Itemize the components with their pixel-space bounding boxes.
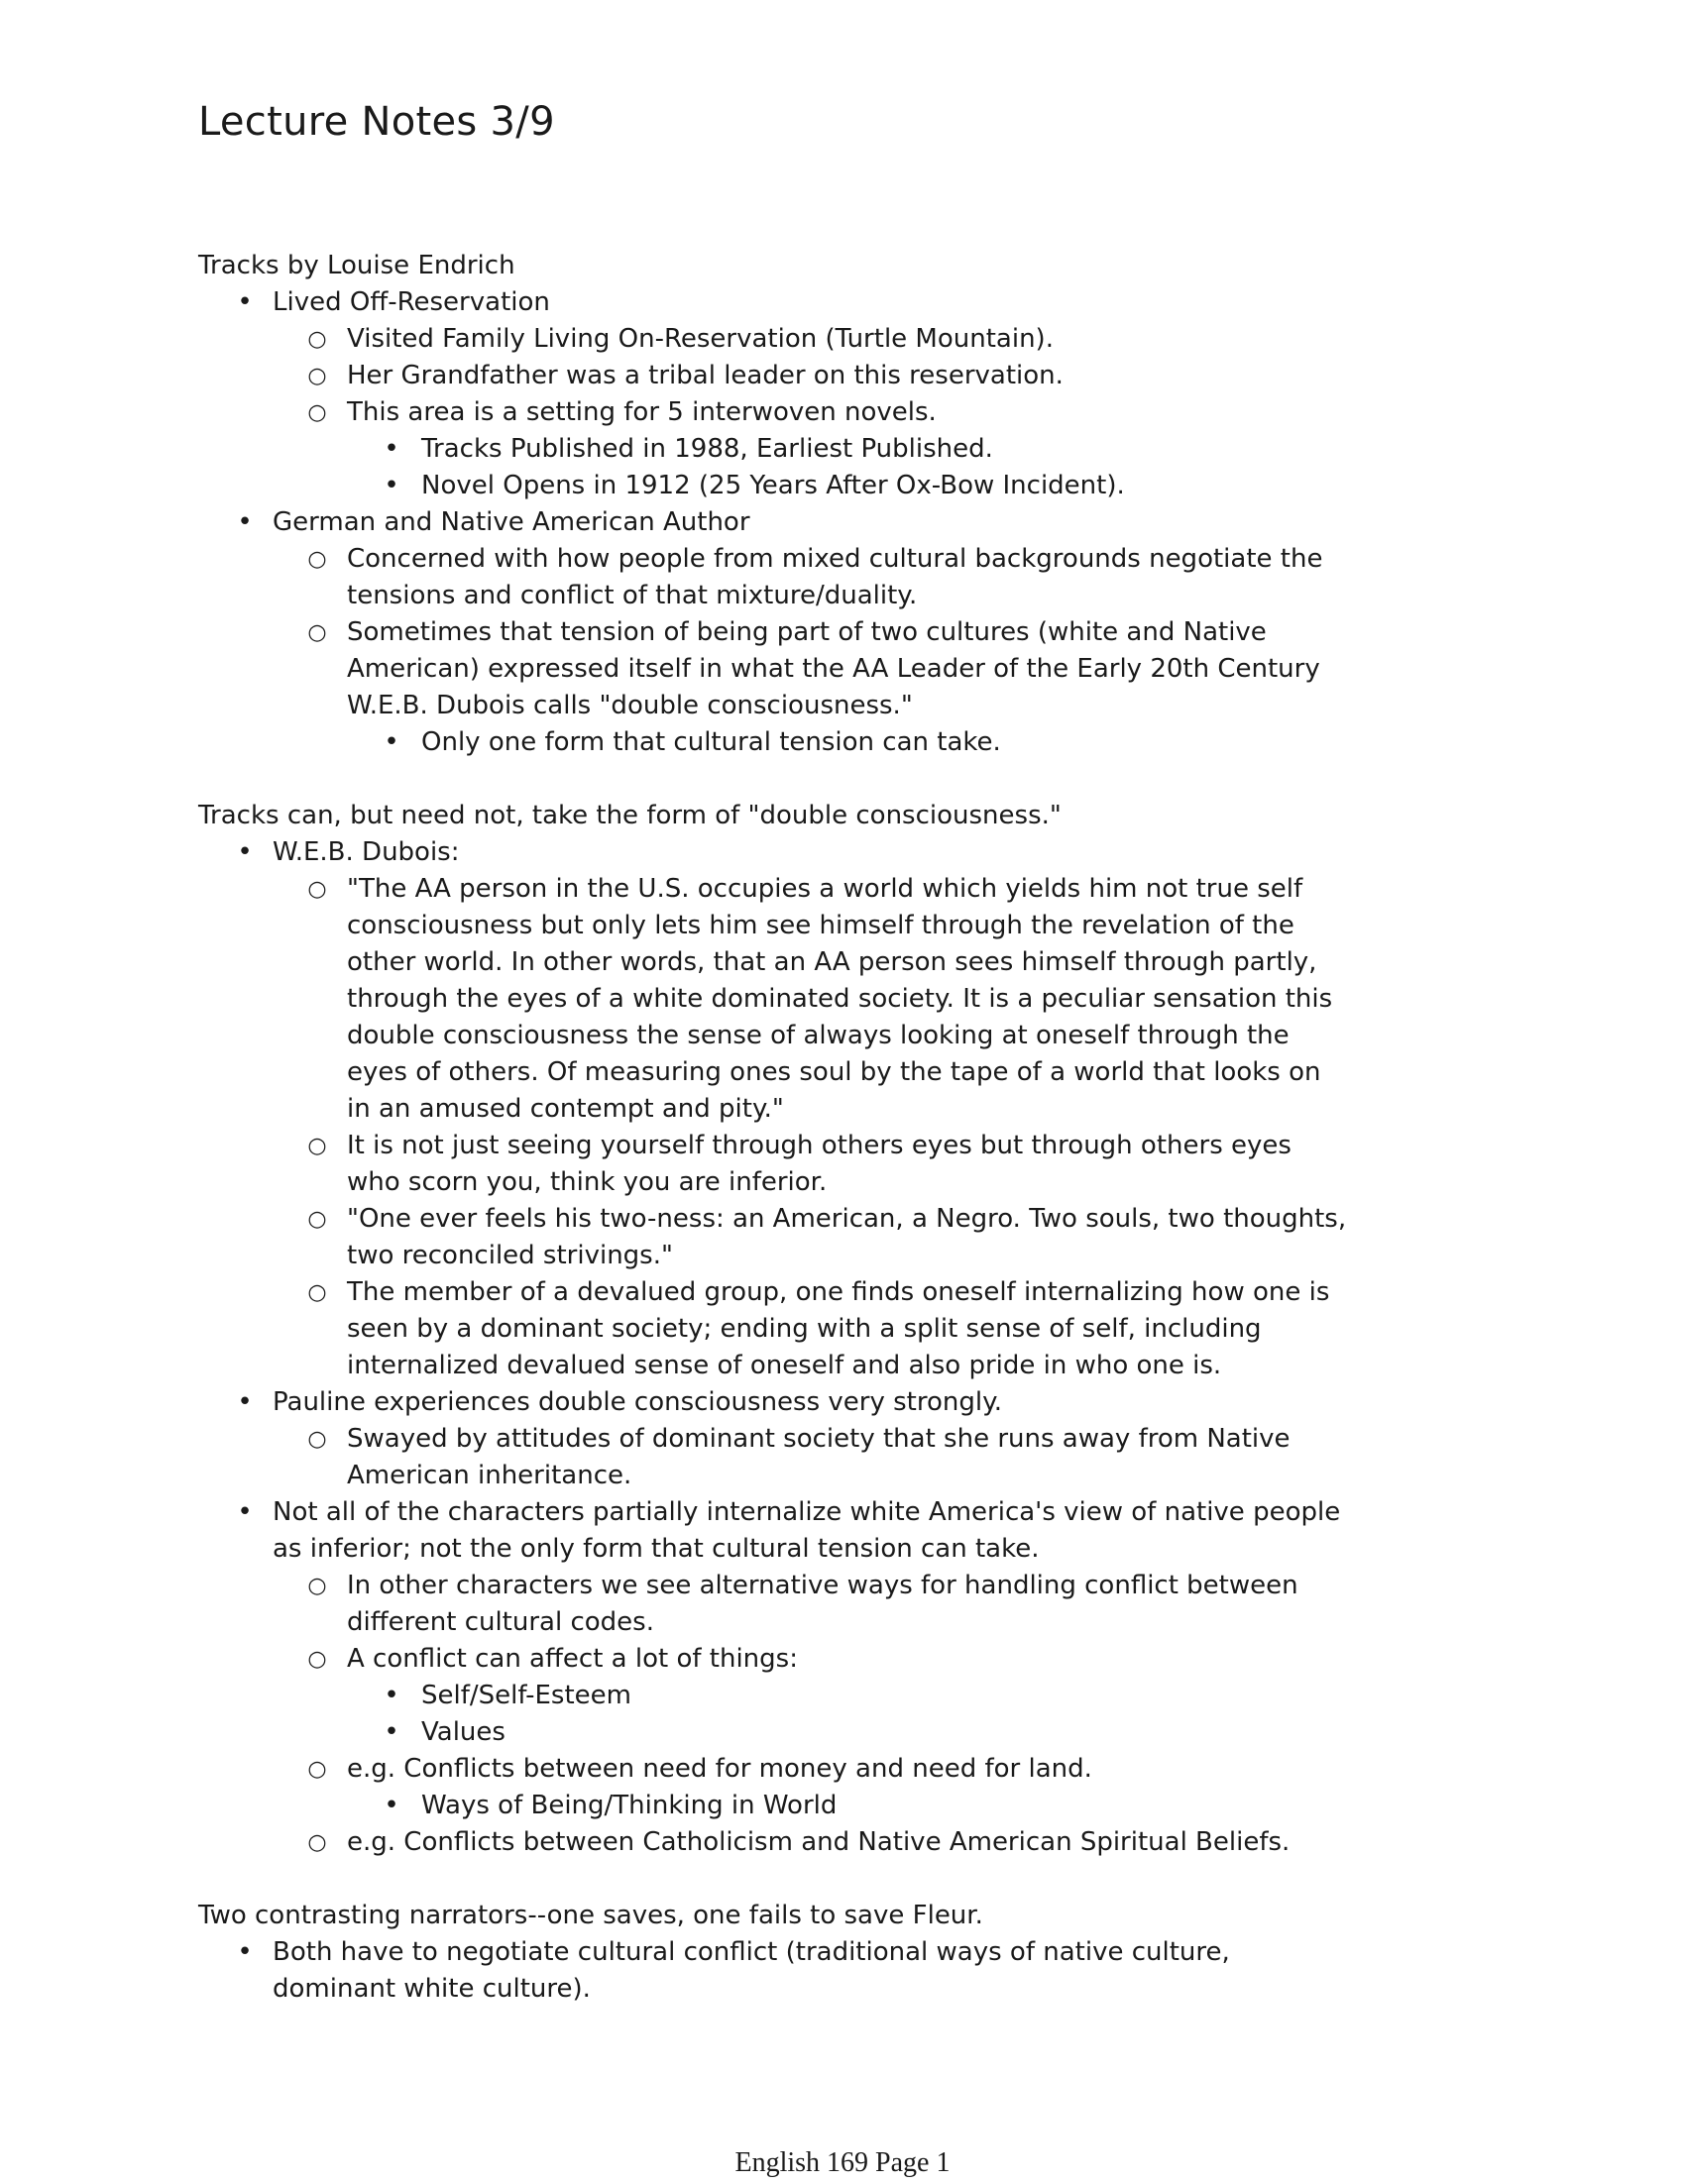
line-text: A conflict can affect a lot of things: [347,1644,798,1674]
line-text: Lived Off-Reservation [273,287,550,317]
list-item [198,1714,1348,1751]
hollow-bullet-icon: ○ [307,400,327,425]
line-text: Not all of the characters partially internalize white America's view of native people as inferior; not the only form that cultural tension can take. [273,1497,1341,1564]
line-text: In other characters we see alternative ways for handling conflict between different cultural codes. [347,1571,1298,1637]
line-text: "The AA person in the U.S. occupies a world which yields him not true self consciousness but only lets him see himself through the revelation of the other world. In other words, that an AA person sees himself through partly, through the eyes of a white dominated society. It is a peculiar sensation this double consciousness the sense of always looking at oneself through the eyes of others. Of measuring ones soul by the tape of a world that looks on in an amused contempt and pity." [347,874,1333,1124]
list-item [198,1751,1348,1788]
bullet-icon: • [384,1681,399,1710]
line-text: Values [421,1717,506,1747]
section-heading [198,1898,1348,1934]
hollow-bullet-icon: ○ [307,1574,327,1598]
hollow-bullet-icon: ○ [307,547,327,572]
page-title: Lecture Notes 3/9 [198,99,555,145]
line-text: Ways of Being/Thinking in World [421,1791,838,1820]
bullet-icon: • [237,507,253,537]
page-footer: English 169 Page 1 [734,2147,951,2178]
list-item [198,1201,1348,1274]
list-item [198,468,1348,504]
list-item [198,321,1348,358]
line-text: German and Native American Author [273,507,750,537]
line-text: Tracks can, but need not, take the form of "double consciousness." [198,801,1062,830]
bullet-icon: • [237,287,253,317]
line-text: Swayed by attitudes of dominant society that she runs away from Native American inheritance. [347,1424,1291,1490]
line-text: Tracks Published in 1988, Earliest Published. [421,434,993,464]
bullet-icon: • [237,1387,253,1417]
line-text: Tracks by Louise Endrich [198,251,515,280]
hollow-bullet-icon: ○ [307,1280,327,1305]
bullet-icon: • [384,1791,399,1820]
line-text: Visited Family Living On-Reservation (Turtle Mountain). [347,324,1054,354]
list-item [198,1568,1348,1641]
line-text: Self/Self-Esteem [421,1681,631,1710]
line-text: e.g. Conflicts between Catholicism and Native American Spiritual Beliefs. [347,1827,1291,1857]
blank-line [198,1861,1348,1898]
line-text: Only one form that cultural tension can take. [421,727,1001,757]
list-item [198,1641,1348,1678]
list-item [198,394,1348,431]
hollow-bullet-icon: ○ [307,877,327,902]
notes-body [198,248,1348,2008]
hollow-bullet-icon: ○ [307,1647,327,1672]
section-heading [198,798,1348,834]
line-text: This area is a setting for 5 interwoven novels. [347,397,937,427]
blank-line [198,761,1348,798]
hollow-bullet-icon: ○ [307,620,327,645]
line-text: Novel Opens in 1912 (25 Years After Ox-Bow Incident). [421,471,1125,500]
line-text: e.g. Conflicts between need for money and need for land. [347,1754,1092,1784]
list-item [198,871,1348,1128]
list-item [198,284,1348,321]
bullet-icon: • [384,434,399,464]
list-item [198,614,1348,724]
hollow-bullet-icon: ○ [307,327,327,352]
bullet-icon: • [237,837,253,867]
bullet-icon: • [384,727,399,757]
list-item [198,1128,1348,1201]
section-heading [198,248,1348,284]
list-item [198,1788,1348,1824]
line-text: It is not just seeing yourself through others eyes but through others eyes who scorn you, think you are inferior. [347,1131,1292,1197]
line-text: Two contrasting narrators--one saves, one fails to save Fleur. [198,1901,983,1930]
list-item [198,431,1348,468]
list-item [198,834,1348,871]
list-item [198,1421,1348,1494]
bullet-icon: • [237,1937,253,1967]
list-item [198,1934,1348,2008]
line-text: "One ever feels his two-ness: an American, a Negro. Two souls, two thoughts, two reconciled strivings." [347,1204,1347,1270]
list-item [198,1384,1348,1421]
line-text: Pauline experiences double consciousness very strongly. [273,1387,1003,1417]
hollow-bullet-icon: ○ [307,1134,327,1158]
hollow-bullet-icon: ○ [307,1830,327,1855]
line-text: Sometimes that tension of being part of two cultures (white and Native American) expressed itself in what the AA Leader of the Early 20th Century W.E.B. Dubois calls "double consciousness." [347,617,1320,720]
bullet-icon: • [384,471,399,500]
bullet-icon: • [384,1717,399,1747]
hollow-bullet-icon: ○ [307,1757,327,1782]
list-item [198,504,1348,541]
line-text: Her Grandfather was a tribal leader on this reservation. [347,361,1064,390]
list-item [198,1494,1348,1568]
list-item [198,724,1348,761]
line-text: W.E.B. Dubois: [273,837,460,867]
list-item [198,1274,1348,1384]
bullet-icon: • [237,1497,253,1527]
hollow-bullet-icon: ○ [307,364,327,388]
line-text: Both have to negotiate cultural conflict (traditional ways of native culture, dominant white culture). [273,1937,1230,2004]
hollow-bullet-icon: ○ [307,1427,327,1452]
hollow-bullet-icon: ○ [307,1207,327,1232]
line-text: The member of a devalued group, one finds oneself internalizing how one is seen by a dominant society; ending with a split sense of self, including internalized devalued sense of oneself and also pride in who one is. [347,1277,1330,1380]
list-item [198,358,1348,394]
list-item [198,541,1348,614]
list-item [198,1824,1348,1861]
line-text: Concerned with how people from mixed cultural backgrounds negotiate the tensions and conflict of that mixture/duality. [347,544,1323,610]
list-item [198,1678,1348,1714]
